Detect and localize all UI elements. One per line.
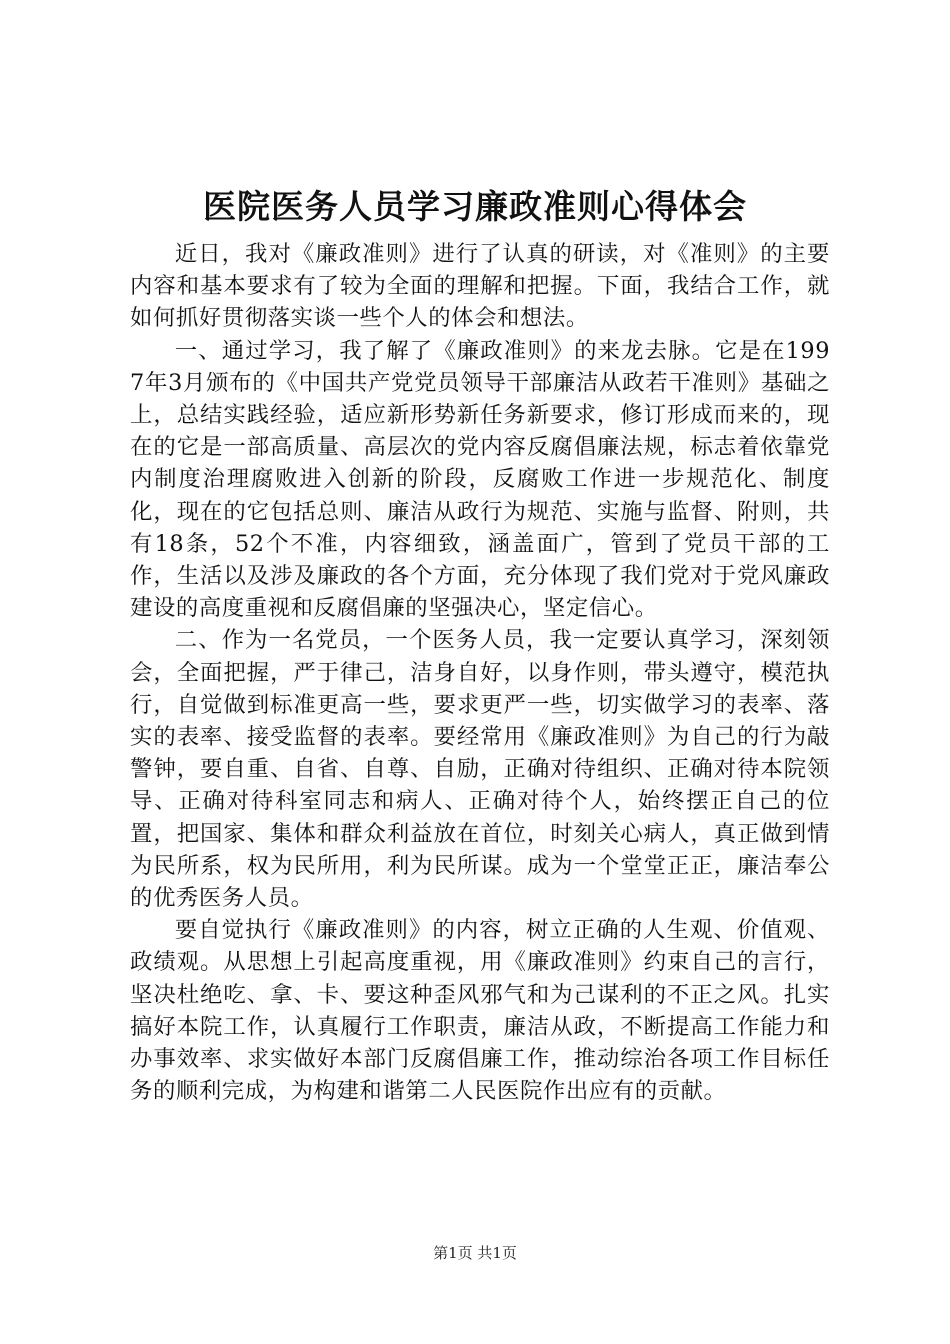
document-body bbox=[130, 238, 830, 1107]
document-title: 医院医务人员学习廉政准则心得体会 bbox=[203, 187, 747, 226]
page-footer: 第1页 共1页 bbox=[433, 1244, 517, 1262]
paragraph-intro: 近日，我对《廉政准则》进行了认真的研读，对《准则》的主要内容和基本要求有了较为全面的理解和把握。下面，我结合工作，就如何抓好贯彻落实谈一些个人的体会和想法。 bbox=[130, 241, 830, 332]
paragraph-section-one: 一、通过学习，我了解了《廉政准则》的来龙去脉。它是在1997年3月颁布的《中国共产党党员领导干部廉洁从政若干准则》基础之上，总结实践经验，适应新形势新任务新要求，修订形成而来的，现在的它是一部高质量、高层次的党内容反腐倡廉法规，标志着依靠党内制度治理腐败进入创新的阶段，反腐败工作进一步规范化、制度化，现在的它包括总则、廉洁从政行为规范、实施与监督、附则，共有18条，52个不准，内容细致，涵盖面广，管到了党员干部的工作，生活以及涉及廉政的各个方面，充分体现了我们党对于党风廉政建设的高度重视和反腐倡廉的坚强决心，坚定信心。 bbox=[130, 337, 830, 622]
paragraph-section-two: 二、作为一名党员，一个医务人员，我一定要认真学习，深刻领会，全面把握，严于律己，洁身自好，以身作则，带头遵守，模范执行，自觉做到标准更高一些，要求更严一些，切实做学习的表率、落实的表率、接受监督的表率。要经常用《廉政准则》为自己的行为敲警钟，要自重、自省、自尊、自励，正确对待组织、正确对待本院领导、正确对待科室同志和病人、正确对待个人，始终摆正自己的位置，把国家、集体和群众利益放在首位，时刻关心病人，真正做到情为民所系，权为民所用，利为民所谋。成为一个堂堂正正，廉洁奉公的优秀医务人员。 bbox=[130, 627, 830, 912]
paragraph-conclusion: 要自觉执行《廉政准则》的内容，树立正确的人生观、价值观、政绩观。从思想上引起高度重视，用《廉政准则》约束自己的言行，坚决杜绝吃、拿、卡、要这种歪风邪气和为己谋利的不正之风。扎实搞好本院工作，认真履行工作职责，廉洁从政，不断提高工作能力和办事效率、求实做好本部门反腐倡廉工作，推动综治各项工作目标任务的顺利完成，为构建和谐第二人民医院作出应有的贡献。 bbox=[130, 917, 830, 1105]
